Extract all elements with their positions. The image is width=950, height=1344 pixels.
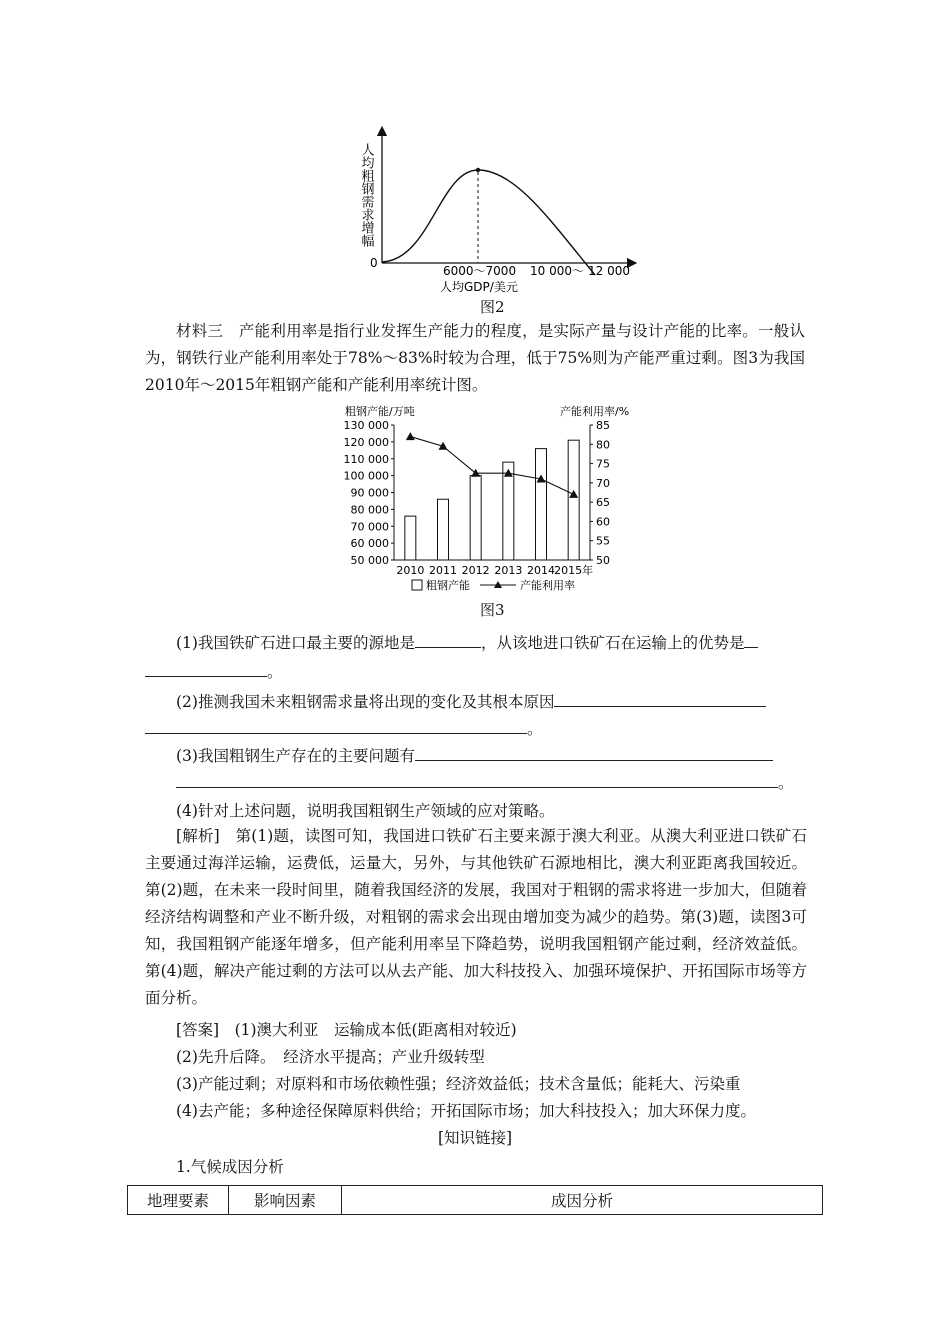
figure2-demand-curve: [382, 170, 595, 275]
question-1-blank-1[interactable]: [415, 631, 481, 648]
figure3-legend-line-label: 产能利用率: [520, 579, 575, 592]
figure3-category-label: 2015年: [554, 564, 594, 577]
question-2-period: 。: [527, 720, 543, 738]
figure3-bar-2012: [470, 476, 481, 560]
figure3-left-tick-label: 120 000: [343, 435, 389, 449]
figure3-right-tick-label: 55: [596, 534, 610, 548]
figure2-peak-point: [476, 168, 480, 172]
table-header-geo-element: 地理要素: [128, 1186, 229, 1215]
analysis-paragraph: [解析] 第(1)题，读图可知，我国进口铁矿石主要来源于澳大利亚。从澳大利亚进口铁矿石主要通过海洋运输，运费低，运量大，另外，与其他铁矿石源地相比，澳大利亚距离我国较近。第(2)题，在未来一段时间里，随着我国经济的发展，我国对于粗钢的需求将进一步加大，但随着经济结构调整和产业不断升级，对粗钢的需求会出现由增加变为减少的趋势。第(3)题，读图3可知，我国粗钢产能逐年增多，但产能利用率呈下降趋势，说明我国粗钢产能过剩，经济效益低。第(4)题，解决产能过剩的方法可以从去产能、加大科技投入、加强环境保护、开拓国际市场等方面分析。: [145, 827, 807, 1007]
climate-analysis-table: [127, 1185, 823, 1215]
figure3-right-tick-label: 80: [596, 438, 610, 452]
answer-2: (2)先升后降。 经济水平提高；产业升级转型: [176, 1048, 485, 1066]
question-3-blank-2[interactable]: [176, 771, 778, 788]
material3-paragraph: 材料三 产能利用率是指行业发挥生产能力的程度，是实际产量与设计产能的比率。一般认为，钢铁行业产能利用率处于78%～83%时较为合理，低于75%则为产能严重过剩。图3为我国2010年～2015年粗钢产能和产能利用率统计图。: [145, 322, 805, 394]
figure3-utilization-line: [410, 437, 573, 495]
question-1: [176, 631, 758, 653]
question-1-part-b: ，从该地进口铁矿石在运输上的优势是: [480, 634, 745, 652]
question-2-cont: [145, 717, 543, 739]
figure3-right-tick-label: 65: [596, 496, 610, 510]
answer-4: (4)去产能；多种途径保障原料供给；开拓国际市场；加大科技投入；加大环保力度。: [176, 1102, 756, 1120]
figure2-curve-chart: [340, 125, 640, 295]
answer-1: [答案] (1)澳大利亚 运输成本低(距离相对较近): [176, 1021, 517, 1039]
answer-3: (3)产能过剩；对原料和市场依赖性强；经济效益低；技术含量低；能耗大、污染重: [176, 1075, 741, 1093]
figure3-chart: [340, 403, 630, 595]
figure3-category-label: 2013: [494, 564, 523, 577]
figure3-right-tick-label: 70: [596, 476, 610, 490]
figure3-left-tick-label: 100 000: [343, 469, 389, 483]
question-2-text: (2)推测我国未来粗钢需求量将出现的变化及其根本原因: [176, 693, 555, 711]
figure2-ylabel: 人均粗钢需求增幅: [358, 143, 374, 247]
figure2-xtick-2: 10 000～: [530, 264, 584, 278]
figure3-ylabel-right: 产能利用率/%: [560, 405, 630, 418]
question-4: (4)针对上述问题，说明我国粗钢生产领域的应对策略。: [176, 802, 555, 820]
figure3-left-tick-label: 60 000: [350, 537, 389, 551]
figure3-bar-2015年: [568, 440, 579, 560]
figure3-utilization-point-2010: [406, 432, 415, 440]
question-1-blank-2[interactable]: [744, 631, 758, 648]
figure3-left-tick-label: 90 000: [350, 486, 389, 500]
figure2-origin: 0: [370, 256, 378, 270]
figure3-ylabel-left: 粗钢产能/万吨: [345, 405, 415, 418]
figure3-bar-2013: [503, 462, 514, 560]
figure3-right-tick-label: 50: [596, 554, 610, 567]
table-header-row: [128, 1186, 823, 1215]
figure3-legend-bar-label: 粗钢产能: [426, 579, 470, 592]
figure3-category-label: 2011: [429, 564, 457, 577]
table-header-analysis: 成因分析: [342, 1186, 823, 1215]
question-3-cont: [176, 771, 794, 793]
knowledge-heading: [知识链接]: [438, 1129, 513, 1147]
figure3-category-label: 2010: [396, 564, 425, 577]
figure2-xlabel: 人均GDP/美元: [440, 280, 518, 294]
figure3-bar-2010: [405, 516, 416, 560]
question-1-blank-3[interactable]: [145, 660, 267, 677]
question-3-period: 。: [778, 774, 794, 792]
figure3-category-label: 2014: [527, 564, 555, 577]
figure3-left-tick-label: 70 000: [350, 520, 389, 534]
question-3-text: (3)我国粗钢生产存在的主要问题有: [176, 747, 415, 765]
question-3: [176, 744, 773, 766]
figure3-category-label: 2012: [461, 564, 490, 577]
table-header-factor: 影响因素: [229, 1186, 342, 1215]
knowledge-section-title: 1.气候成因分析: [176, 1158, 284, 1176]
figure3-left-tick-label: 50 000: [350, 554, 389, 567]
figure2-caption: 图2: [480, 298, 505, 316]
figure3-bar-2014: [536, 449, 547, 560]
figure3-left-tick-label: 110 000: [343, 452, 389, 466]
figure2-xtick-1: 6000～7000: [443, 264, 517, 278]
question-1-cont: [145, 660, 283, 682]
figure3-right-tick-label: 85: [596, 419, 610, 432]
question-2: [176, 690, 766, 712]
figure3-left-tick-label: 80 000: [350, 503, 389, 517]
figure3-caption: 图3: [480, 601, 505, 619]
question-3-blank-1[interactable]: [415, 744, 773, 761]
figure2-xtick-3: 12 000: [588, 264, 630, 278]
figure3-bar-2011: [438, 499, 449, 560]
figure3-legend-bar-swatch: [412, 580, 422, 590]
figure3-right-tick-label: 60: [596, 515, 610, 529]
question-1-part-a: (1)我国铁矿石进口最主要的源地是: [176, 634, 415, 652]
figure3-left-tick-label: 130 000: [343, 419, 389, 432]
question-1-period: 。: [267, 663, 283, 681]
question-2-blank-1[interactable]: [554, 690, 766, 707]
figure3-right-tick-label: 75: [596, 457, 610, 471]
question-2-blank-2[interactable]: [145, 717, 527, 734]
